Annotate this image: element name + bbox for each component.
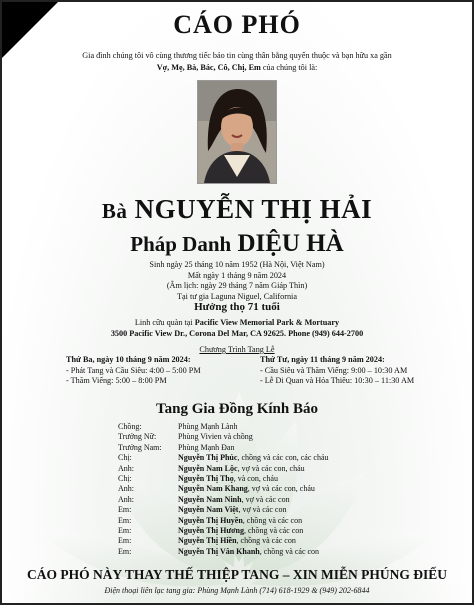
family-relation: Em:	[118, 546, 132, 556]
family-member-extra: , chồng và các con, các cháu	[237, 453, 329, 463]
family-relation: Chị:	[118, 473, 132, 483]
intro-relatives-line	[32, 62, 442, 74]
contact-info: Điện thoại liên lạc tang gia: Phùng Mạnh Lành (714) 618-1929 & (949) 202-6844	[104, 586, 370, 595]
family-relation: Em:	[118, 505, 132, 515]
family-row	[118, 526, 329, 536]
lunar-date: (Âm lịch: ngày 29 tháng 7 năm Giáp Thìn)	[166, 281, 308, 290]
family-relation: Trưởng Nữ:	[118, 432, 157, 442]
family-relation: Em:	[118, 525, 132, 535]
family-member-extra: , chồng và các con	[242, 515, 303, 525]
intro-line: Gia đình chúng tôi vô cùng thương tiếc báo tin cùng thân bằng quyến thuộc và bạn hữu xa gần	[82, 51, 392, 60]
family-row	[118, 422, 329, 432]
family-member-name: Nguyễn Thị Hương	[178, 525, 244, 535]
viewing-location	[2, 318, 472, 339]
family-member-name: Nguyễn Thị Phúc	[178, 453, 238, 463]
family-member-name: Nguyễn Thị Huyền	[178, 515, 243, 525]
family-member-name: Nguyễn Thị Hiền	[178, 536, 237, 546]
family-member-extra: , chồng và các con	[236, 536, 296, 546]
family-member-extra: , vợ và các con	[238, 505, 287, 515]
program-day-1	[66, 355, 201, 387]
death-info: Mất ngày 1 tháng 9 năm 2024	[187, 270, 287, 280]
family-relation: Chị:	[118, 453, 132, 463]
page-title: CÁO PHÓ	[173, 10, 301, 39]
birth-info: Sinh ngày 25 tháng 10 năm 1952 (Hà Nội, Việt Nam)	[149, 260, 325, 269]
family-member-name: Nguyễn Nam Lộc	[178, 463, 238, 473]
family-member-name: Phùng Mạnh Đan	[178, 442, 235, 452]
family-member-name: Nguyễn Thị Thọ	[178, 473, 234, 483]
family-relation: Chồng:	[118, 422, 142, 431]
family-row	[118, 516, 329, 526]
family-member-extra: , vợ và các con, cháu	[237, 463, 305, 473]
program-item: - Cầu Siêu và Thăm Viếng: 9:00 – 10:30 AM	[260, 365, 408, 375]
intro-relatives: Vợ, Mẹ, Bà, Bác, Cô, Chị, Em	[156, 63, 261, 72]
dharma-prefix: Pháp Danh	[130, 232, 232, 256]
life-dates	[2, 260, 472, 313]
program-title: Chương Trình Tang Lễ	[199, 345, 275, 354]
portrait-photo	[197, 80, 277, 184]
venue-address: 3500 Pacific View Dr., Corona Del Mar, CA 92625. Phone (949) 644-2700	[110, 328, 364, 338]
family-member-name: Nguyễn Nam Ninh	[178, 494, 242, 504]
venue-line	[2, 318, 472, 329]
family-member-name: Nguyễn Thị Vân Khanh	[178, 546, 260, 556]
family-relation: Anh:	[118, 463, 134, 473]
family-member-extra: , vợ và các con	[241, 494, 290, 504]
family-relation: Anh:	[118, 484, 134, 494]
family-row	[118, 505, 329, 515]
family-row	[118, 464, 329, 474]
family-row	[118, 495, 329, 505]
full-name: NGUYỄN THỊ HẢI	[134, 194, 373, 224]
age-info: Hưởng thọ 71 tuổi	[194, 301, 280, 313]
family-member-name: Phùng Mạnh Lành	[178, 422, 238, 431]
family-relation: Trưởng Nam:	[118, 442, 162, 452]
program-item: - Phát Tang và Cầu Siêu: 4:00 – 5:00 PM	[66, 365, 201, 375]
family-row	[118, 443, 329, 453]
program-day-2-head: Thứ Tư, ngày 11 tháng 9 năm 2024:	[260, 355, 385, 364]
family-row	[118, 484, 329, 494]
death-place: Tại tư gia Laguna Niguel, California	[177, 291, 297, 301]
program-item: - Thăm Viếng: 5:00 – 8:00 PM	[66, 376, 167, 385]
venue-name: Pacific View Memorial Park & Mortuary	[194, 318, 340, 327]
family-row	[118, 432, 329, 442]
family-row	[118, 453, 329, 463]
family-row	[118, 474, 329, 484]
family-title: Tang Gia Đồng Kính Báo	[155, 401, 318, 417]
program-item: - Lễ Di Quan và Hỏa Thiêu: 10:30 – 11:30 AM	[260, 376, 415, 385]
name-prefix: Bà	[101, 199, 128, 223]
family-member-extra: và chồng	[221, 432, 253, 442]
family-member-name: Nguyễn Nam Việt	[178, 505, 239, 515]
family-member-extra: , chồng và các con	[259, 546, 320, 556]
family-member-extra: , vợ và các con, cháu	[247, 484, 315, 494]
dharma-name	[2, 230, 472, 258]
family-row	[118, 536, 329, 546]
family-member-extra: , chồng và các con	[244, 525, 304, 535]
family-member-extra: , và con, cháu	[233, 473, 278, 483]
portrait-image	[198, 81, 276, 183]
deceased-name	[2, 194, 472, 225]
family-list	[118, 422, 329, 557]
program-day-2	[260, 355, 414, 387]
intro-suffix: của chúng tôi là:	[260, 63, 318, 72]
family-row	[118, 547, 329, 557]
family-member-name: Nguyễn Nam Khang	[178, 484, 248, 494]
dharma-value: DIỆU HÀ	[237, 230, 344, 257]
venue-prefix: Linh cữu quàn tại	[134, 318, 195, 327]
family-member-name: Phùng Vivien	[178, 432, 222, 442]
family-relation: Anh:	[118, 494, 134, 504]
footer-notice: CÁO PHÓ NÀY THAY THẾ THIỆP TANG – XIN MIỄN PHÚNG ĐIẾU	[27, 567, 447, 582]
family-relation: Em:	[118, 536, 132, 546]
family-relation: Em:	[118, 515, 132, 525]
intro-text	[32, 50, 442, 74]
program-day-1-head: Thứ Ba, ngày 10 tháng 9 năm 2024:	[66, 355, 191, 364]
